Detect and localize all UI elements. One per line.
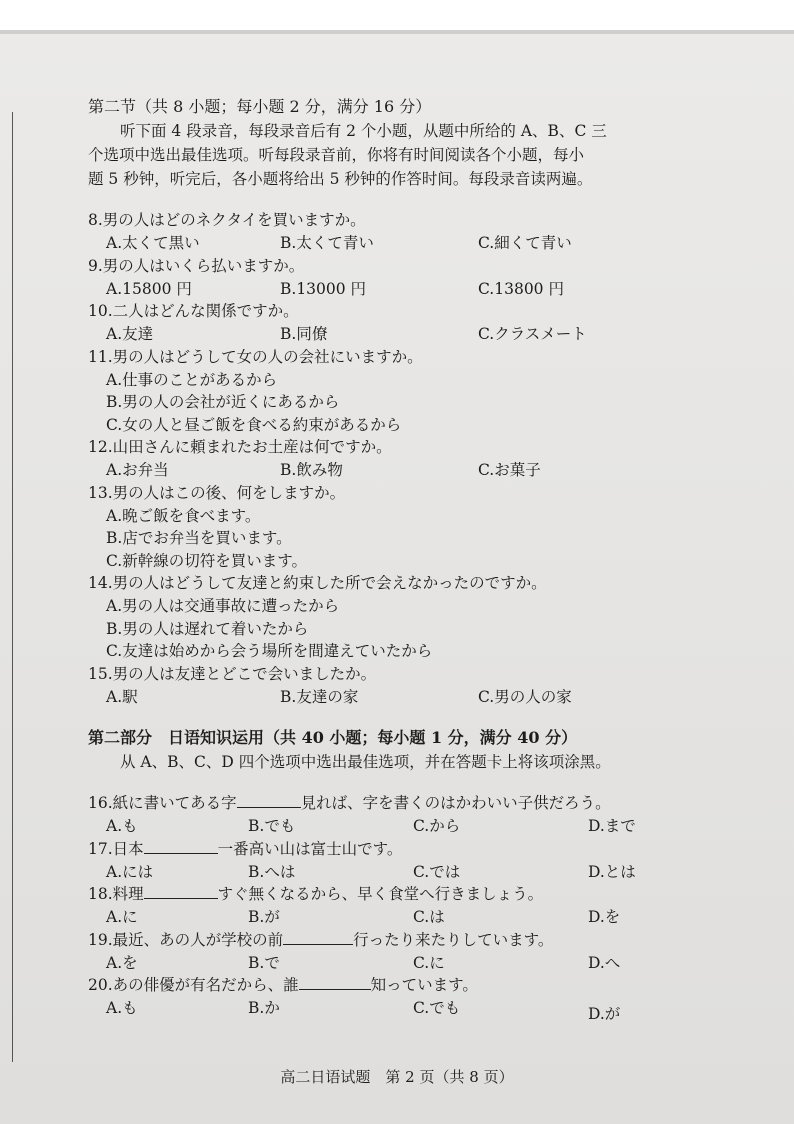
question-text: 知っています。 xyxy=(370,976,478,994)
question-19 xyxy=(88,929,778,952)
option-c: C.新幹線の切符を買います。 xyxy=(106,551,307,570)
option-c: C.は xyxy=(413,908,445,926)
options-row xyxy=(88,232,778,255)
option-b: B.へは xyxy=(248,862,296,881)
question-12: 12.山田さんに頼まれたお土産は何ですか。 xyxy=(88,438,392,456)
option-c: C.お菓子 xyxy=(478,461,541,479)
options-row xyxy=(88,459,778,482)
option-a: A.も xyxy=(106,817,138,835)
option-a: A.を xyxy=(106,953,138,972)
option-a: A.には xyxy=(106,862,154,881)
answer-blank xyxy=(283,932,353,945)
page-top-edge xyxy=(0,30,794,34)
answer-blank xyxy=(144,886,218,899)
option-c: C.男の人の家 xyxy=(478,687,572,706)
question-10: 10.二人はどんな関係ですか。 xyxy=(88,302,299,320)
question-11: 11.男の人はどうして女の人の会社にいますか。 xyxy=(88,347,423,366)
option-a: A.15800 円 xyxy=(106,279,192,298)
option-b: B.で xyxy=(248,953,280,972)
option-b: B.飲み物 xyxy=(280,461,343,479)
margin-rule xyxy=(12,112,13,1062)
question-text: すぐ無くなるから、早く食堂へ行きましょう。 xyxy=(217,885,544,903)
option-d: D.へ xyxy=(588,953,621,972)
option-b: B.太くて青い xyxy=(280,234,374,252)
question-13: 13.男の人はこの後、何をしますか。 xyxy=(88,483,346,502)
option-d: D.とは xyxy=(588,862,636,881)
options-row xyxy=(88,952,778,975)
option-c: C.クラスメート xyxy=(478,325,587,343)
option-d: D.が xyxy=(588,1005,621,1023)
option-a: A.駅 xyxy=(106,687,138,706)
question-text: 見れば、字を書くのはかわいい子供だろう。 xyxy=(300,794,611,812)
option-a: A.お弁当 xyxy=(106,461,169,479)
option-a: A.仕事のことがあるから xyxy=(106,370,278,389)
option-c: C.でも xyxy=(413,999,461,1017)
option-b: B.同僚 xyxy=(280,325,328,343)
option-b: B.店でお弁当を買います。 xyxy=(106,529,292,547)
options-row xyxy=(88,906,778,929)
options-row xyxy=(88,861,778,884)
option-a: A.男の人は交通事故に遭ったから xyxy=(106,597,340,615)
option-b: B.男の人は遅れて着いたから xyxy=(106,619,309,638)
instruction-line: 个选项中选出最佳选项。听每段录音前，你将有时间阅读各个小题，每小 xyxy=(88,146,585,164)
option-a: A.に xyxy=(106,908,138,926)
option-c: C.女の人と昼ご飯を食べる約束があるから xyxy=(106,415,402,434)
answer-blank xyxy=(144,841,218,854)
options-row xyxy=(88,686,778,709)
option-b: B.友達の家 xyxy=(280,687,359,706)
question-text: 16.紙に書いてある字 xyxy=(88,794,237,812)
question-17 xyxy=(88,838,778,861)
option-a: A.晩ご飯を食べます。 xyxy=(106,506,261,525)
section2-title: 第二节（共 8 小题；每小题 2 分，满分 16 分） xyxy=(88,97,432,116)
question-18 xyxy=(88,883,778,906)
option-a: A.も xyxy=(106,999,138,1017)
question-text: 20.あの俳優が有名だから、誰 xyxy=(88,976,299,994)
option-c: C.13800 円 xyxy=(478,279,564,298)
page-footer: 高二日语试题 第 2 页（共 8 页） xyxy=(280,1068,514,1086)
question-15: 15.男の人は友達とどこで会いましたか。 xyxy=(88,664,377,683)
options-row xyxy=(88,997,778,1023)
option-a: A.太くて黒い xyxy=(106,234,200,252)
question-20 xyxy=(88,974,778,997)
question-text: 行ったり来たりしています。 xyxy=(353,930,554,949)
question-14: 14.男の人はどうして友達と約束した所で会えなかったのですか。 xyxy=(88,574,547,592)
option-b: B.か xyxy=(248,999,280,1017)
options-row xyxy=(88,815,778,838)
question-text: 17.日本 xyxy=(88,839,144,858)
question-16 xyxy=(88,792,778,815)
option-c: C.細くて青い xyxy=(478,234,572,252)
options-row xyxy=(88,323,778,346)
question-text: 19.最近、あの人が学校の前 xyxy=(88,930,284,949)
options-row xyxy=(88,278,778,301)
part2-instruction: 从 A、B、C、D 四个选项中选出最佳选项，并在答题卡上将该项涂黑。 xyxy=(120,753,611,771)
answer-blank xyxy=(237,795,301,808)
question-text: 18.料理 xyxy=(88,885,144,903)
option-c: C.から xyxy=(413,817,461,835)
option-c: C.友達は始めから会う場所を間違えていたから xyxy=(106,642,433,660)
question-9: 9.男の人はいくら払いますか。 xyxy=(88,256,305,275)
option-c: C.に xyxy=(413,953,445,972)
option-d: D.まで xyxy=(588,817,636,835)
option-a: A.友達 xyxy=(106,325,154,343)
option-d: D.を xyxy=(588,908,621,926)
question-8: 8.男の人はどのネクタイを買いますか。 xyxy=(88,211,366,229)
option-b: B.13000 円 xyxy=(280,279,367,298)
page-content xyxy=(88,95,778,1023)
option-b: B.男の人の会社が近くにあるから xyxy=(106,393,340,411)
instruction-line: 听下面 4 段录音，每段录音后有 2 个小题，从题中所给的 A、B、C 三 xyxy=(120,122,607,140)
option-c: C.では xyxy=(413,862,461,881)
option-b: B.が xyxy=(248,908,280,926)
part2-title: 第二部分 日语知识运用（共 40 小题；每小题 1 分，满分 40 分） xyxy=(88,728,578,747)
answer-blank xyxy=(299,977,371,990)
question-text: 一番高い山は富士山です。 xyxy=(217,839,403,858)
instruction-line: 题 5 秒钟，听完后，各小题将给出 5 秒钟的作答时间。每段录音读两遍。 xyxy=(88,170,593,188)
option-b: B.でも xyxy=(248,817,296,835)
